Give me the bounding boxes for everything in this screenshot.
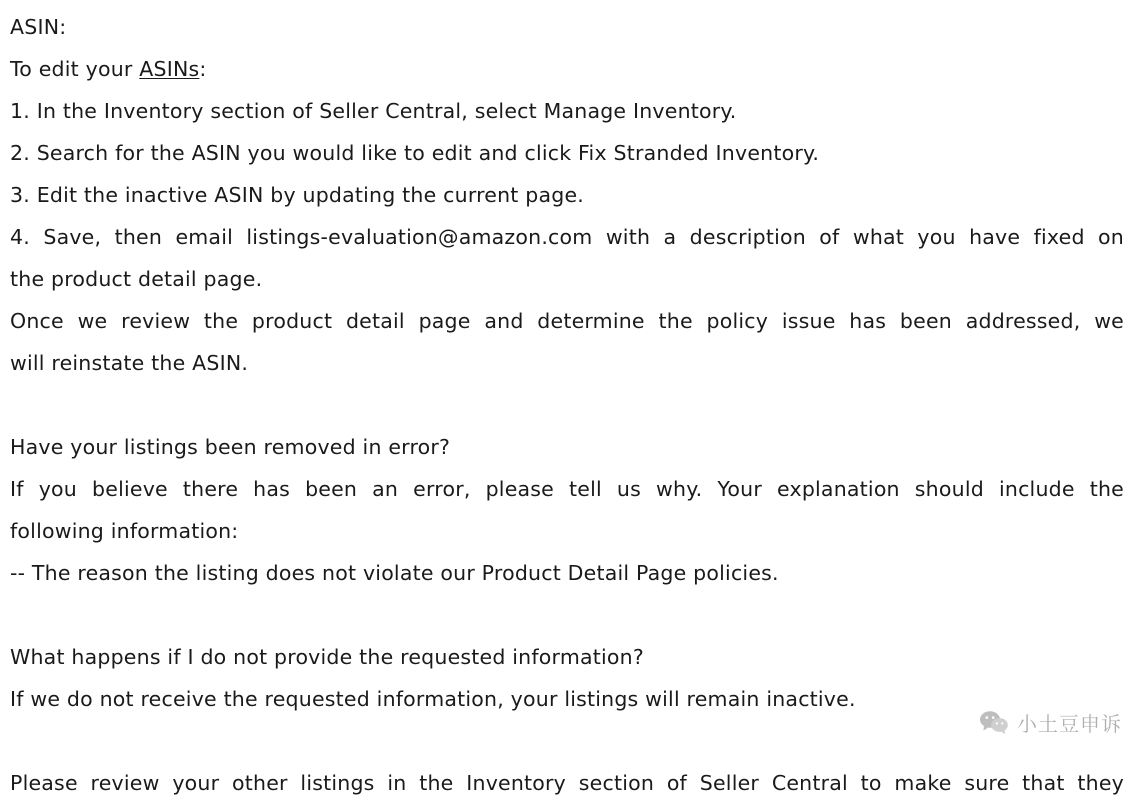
- text-line-step-2: 2. Search for the ASIN you would like to edit and click Fix Stranded Inventory.: [10, 141, 820, 165]
- text-line-consequences-body: If we do not receive the requested information, your listings will remain inactive.: [10, 687, 856, 711]
- text-line-review-statement: Once we review the product detail page and determine the policy issue has been addressed, we: [10, 309, 1124, 333]
- text-line-step-4: 4. Save, then email listings-evaluation@amazon.com with a description of what you have fixed on: [10, 225, 1124, 249]
- paragraph-spacer-2: [10, 594, 1124, 636]
- text-line-review-statement-cont: will reinstate the ASIN.: [10, 351, 249, 375]
- watermark-text: 小土豆申诉: [1017, 712, 1122, 736]
- paragraph-spacer-3: [10, 720, 1124, 762]
- text-line-reason-bullet: -- The reason the listing does not violate our Product Detail Page policies.: [10, 561, 779, 585]
- text-line-error-heading: Have your listings been removed in error?: [10, 435, 451, 459]
- underlined-term-asins: ASINs: [139, 57, 200, 81]
- paragraph-spacer-1: [10, 384, 1124, 426]
- wechat-icon: [979, 710, 1009, 735]
- text-line-step-4-cont: the product detail page.: [10, 267, 263, 291]
- text-line-error-explanation: If you believe there has been an error, please tell us why. Your explanation should include the: [10, 477, 1124, 501]
- text-line-error-explanation-cont: following information:: [10, 519, 239, 543]
- watermark: [979, 708, 1122, 737]
- text-line-review-other-listings: Please review your other listings in the Inventory section of Seller Central to make sure that they: [10, 771, 1124, 795]
- text-line-asin-heading: ASIN:: [10, 15, 67, 39]
- text-line-step-3: 3. Edit the inactive ASIN by updating the current page.: [10, 183, 585, 207]
- text-line-edit-asins: To edit your ASINs:: [10, 57, 207, 81]
- text-line-consequences-heading: What happens if I do not provide the requested information?: [10, 645, 644, 669]
- text-line-step-1: 1. In the Inventory section of Seller Central, select Manage Inventory.: [10, 99, 737, 123]
